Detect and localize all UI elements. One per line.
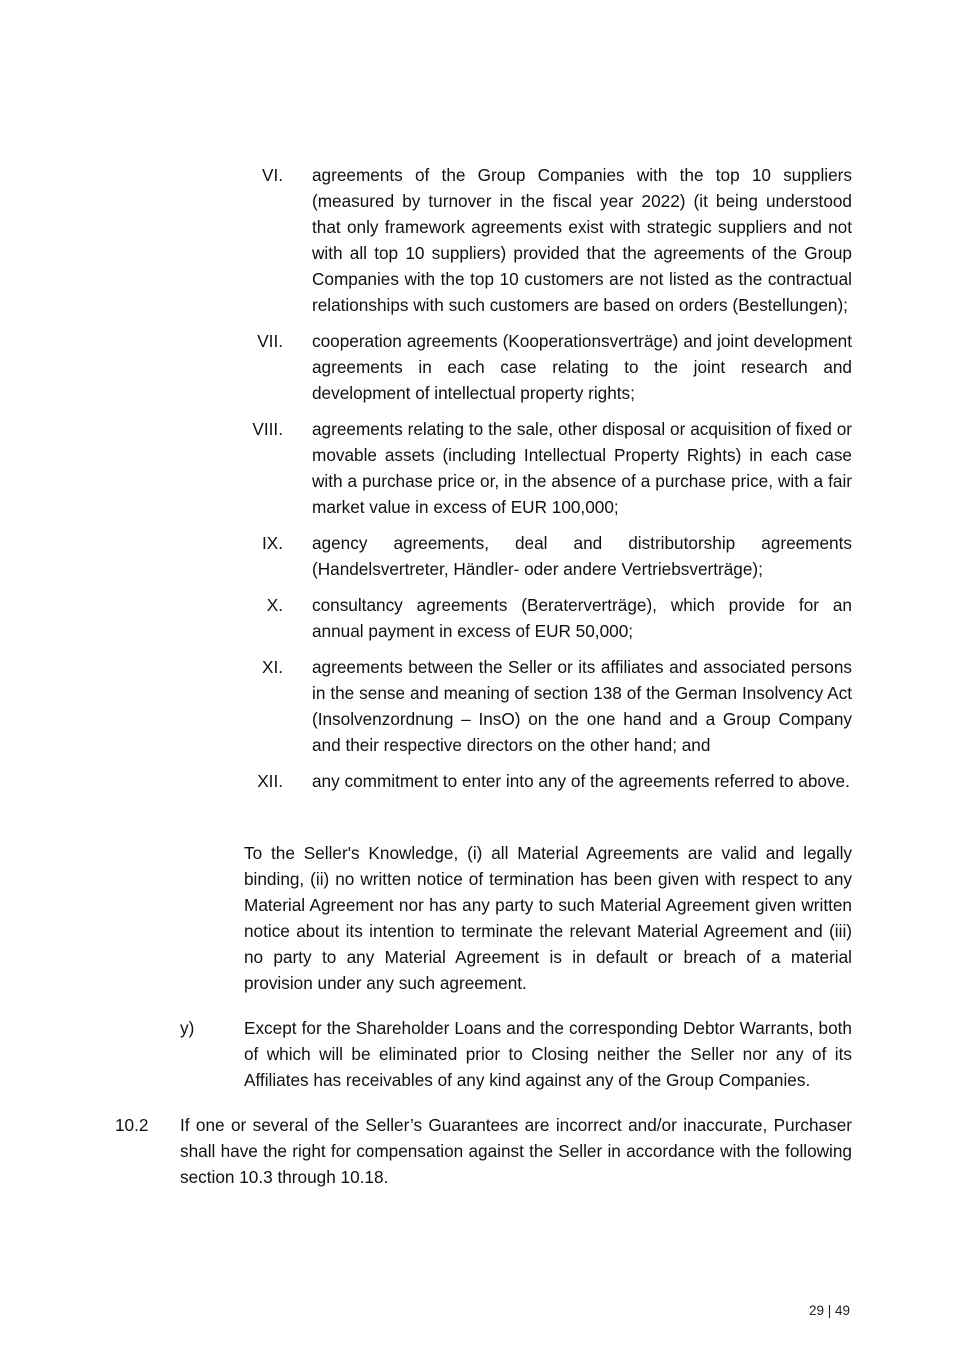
list-item — [240, 768, 852, 794]
list-item — [240, 654, 852, 758]
knowledge-paragraph: To the Seller's Knowledge, (i) all Material Agreements are valid and legally binding, (ii) no written notice of termination has been given with respect to any Material Agreement nor has any party to such Material Agreement given written notice about its intention to terminate the relevant Material Agreement and (iii) no party to any Material Agreement is in default or breach of a material provision under any such agreement. — [244, 843, 852, 993]
clause-y — [180, 1015, 852, 1093]
section-10-2 — [115, 1112, 852, 1190]
list-item-text: consultancy agreements (Beraterverträge), which provide for an annual payment in excess of EUR 50,000; — [312, 595, 852, 641]
list-item-number: XII. — [257, 771, 283, 791]
list-item — [240, 592, 852, 644]
list-item-number: VII. — [257, 331, 283, 351]
agreement-list — [240, 162, 852, 804]
list-item — [240, 416, 852, 520]
section-number: 10.2 — [115, 1115, 149, 1135]
list-item-text: agency agreements, deal and distributorship agreements (Handelsvertreter, Händler- oder andere Vertriebsverträge); — [312, 533, 852, 579]
list-item-text: any commitment to enter into any of the agreements referred to above. — [312, 771, 850, 791]
list-item-text: agreements of the Group Companies with the top 10 suppliers (measured by turnover in the fiscal year 2022) (it being understood that only framework agreements exist with strategic suppliers and not with all top 10 suppliers) provided that the agreements of the Group Companies with the top 10 customers are not listed as the contractual relationships with such customers are based on orders (Bestellungen); — [312, 165, 852, 315]
list-item — [240, 328, 852, 406]
list-item-text: cooperation agreements (Kooperationsverträge) and joint development agreements in each case relating to the joint research and development of intellectual property rights; — [312, 331, 852, 403]
list-item-text: agreements relating to the sale, other disposal or acquisition of fixed or movable assets (including Intellectual Property Rights) in each case with a purchase price or, in the absence of a purchase price, with a fair market value in excess of EUR 100,000; — [312, 419, 852, 517]
section-text: If one or several of the Seller’s Guarantees are incorrect and/or inaccurate, Purchaser shall have the right for compensation against the Seller in accordance with the following section 10.3 through 10.18. — [180, 1115, 852, 1187]
list-item — [240, 162, 852, 318]
list-item-number: X. — [266, 595, 283, 615]
list-item-number: XI. — [261, 657, 283, 677]
list-item-number: IX. — [261, 533, 283, 553]
list-item — [240, 530, 852, 582]
page-number: 29 | 49 — [808, 1303, 850, 1318]
list-item-number: VIII. — [252, 419, 283, 439]
clause-label: y) — [180, 1018, 195, 1038]
list-item-number: VI. — [261, 165, 283, 185]
list-item-text: agreements between the Seller or its affiliates and associated persons in the sense and meaning of section 138 of the German Insolvency Act (Insolvenzordnung – InsO) on the one hand and a Group Company and their respective directors on the other hand; and — [312, 657, 852, 755]
clause-text: Except for the Shareholder Loans and the corresponding Debtor Warrants, both of which will be eliminated prior to Closing neither the Seller nor any of its Affiliates has receivables of any kind against any of the Group Companies. — [244, 1018, 852, 1090]
